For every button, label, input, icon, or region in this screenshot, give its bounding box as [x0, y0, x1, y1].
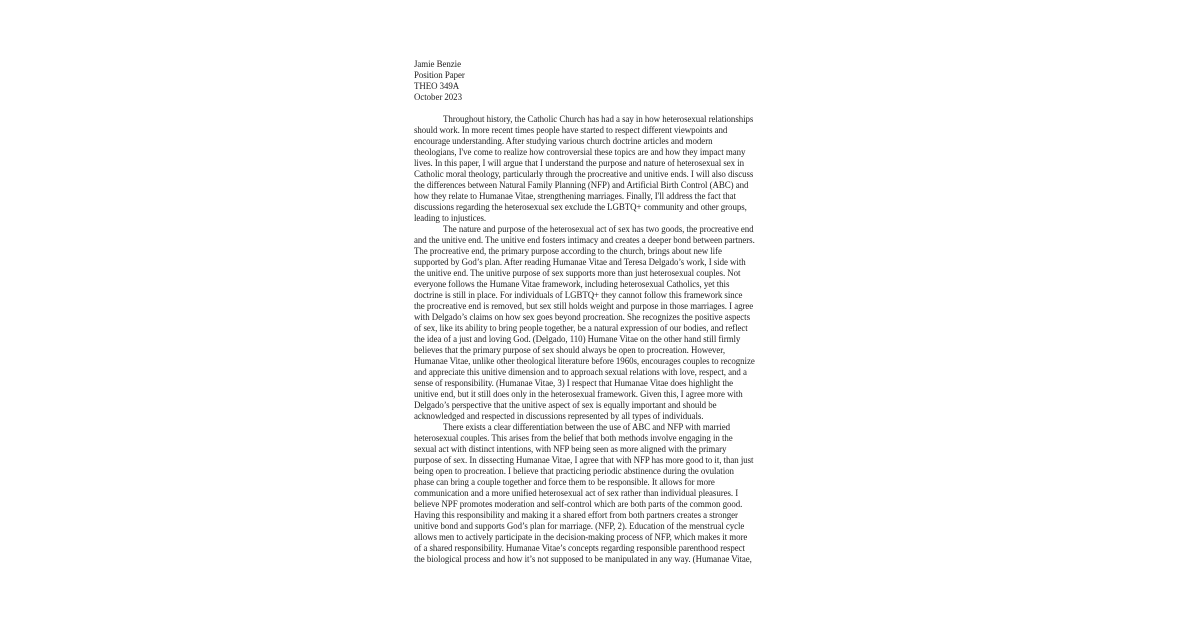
text-line: sense of responsibility. (Humanae Vitae, 3) I respect that Humanae Vitae does highlight the: [414, 378, 734, 388]
position-paper: [414, 59, 786, 565]
text-line: unitive bond and supports God’s plan for marriage. (NFP, 2). Education of the menstrual cycle: [414, 521, 745, 531]
text-line: sexual act with distinct intentions, with NFP being seen as more aligned with the primary: [414, 444, 727, 454]
paper-date: October 2023: [414, 92, 462, 102]
text-line: believes that the primary purpose of sex should always be open to procreation. However,: [414, 345, 726, 355]
text-line: lives. In this paper, I will argue that I understand the purpose and nature of heterosexual sex in: [414, 158, 745, 168]
text-line: the idea of a just and loving God. (Delgado, 110) Humane Vitae on the other hand still firmly: [414, 334, 741, 344]
text-line: supported by God’s plan. After reading Humanae Vitae and Teresa Delgado’s work, I side with: [414, 257, 746, 267]
text-line: with Delgado’s claims on how sex goes beyond procreation. She recognizes the positive aspects: [414, 312, 750, 322]
document-type: Position Paper: [414, 70, 465, 80]
text-line: everyone follows the Humane Vitae framework, including heterosexual Catholics, yet this: [414, 279, 730, 289]
text-line: being open to procreation. I believe that practicing periodic abstinence during the ovulation: [414, 466, 734, 476]
text-line: the differences between Natural Family Planning (NFP) and Artificial Birth Control (ABC) and: [414, 180, 749, 190]
text-line: the unitive end. The unitive purpose of sex supports more than just heterosexual couples. Not: [414, 268, 741, 278]
text-line: Having this responsibility and making it a shared effort from both partners creates a stronger: [414, 510, 738, 520]
paragraph: [414, 422, 786, 565]
paragraph: [414, 224, 786, 422]
text-line: unitive end, but it still does only in the heterosexual framework. Given this, I agree more with: [414, 389, 743, 399]
text-line: Delgado’s perspective that the unitive aspect of sex is equally important and should be: [414, 400, 717, 410]
text-line: of sex, like its ability to bring people together, be a natural expression of our bodies, and reflect: [414, 323, 748, 333]
paragraph: [414, 114, 786, 224]
text-line: allows men to actively participate in the decision-making process of NFP, which makes it more: [414, 532, 748, 542]
text-line: theologians, I've come to realize how controversial these topics are and how they impact many: [414, 147, 746, 157]
text-line: There exists a clear differentiation between the use of ABC and NFP with married: [443, 422, 731, 432]
text-line: doctrine is still in place. For individuals of LGBTQ+ they cannot follow this framework since: [414, 290, 743, 300]
text-line: and appreciate this unitive dimension and to approach sexual relations with love, respect, and a: [414, 367, 747, 377]
text-line: of a shared responsibility. Humanae Vitae’s concepts regarding responsible parenthood respect: [414, 543, 745, 553]
text-line: Humanae Vitae, unlike other theological literature before 1960s, encourages couples to recognize: [414, 356, 755, 366]
text-line: Throughout history, the Catholic Church has had a say in how heterosexual relationships: [443, 114, 754, 124]
text-line: heterosexual couples. This arises from the belief that both methods involve engaging in the: [414, 433, 733, 443]
text-line: The procreative end, the primary purpose according to the church, brings about new life: [414, 246, 722, 256]
text-line: Catholic moral theology, particularly through the procreative and unitive ends. I will also discuss: [414, 169, 754, 179]
paper-header: [414, 59, 786, 103]
author-name: Jamie Benzie: [414, 59, 461, 69]
course-code: THEO 349A: [414, 81, 460, 91]
text-line: how they relate to Humanae Vitae, strengthening marriages. Finally, I'll address the fact that: [414, 191, 736, 201]
text-line: communication and a more unified heterosexual act of sex rather than individual pleasures. I: [414, 488, 739, 498]
text-line: phase can bring a couple together and force them to be responsible. It allows for more: [414, 477, 715, 487]
text-line: The nature and purpose of the heterosexual act of sex has two goods, the procreative end: [443, 224, 754, 234]
text-line: encourage understanding. After studying various church doctrine articles and modern: [414, 136, 713, 146]
text-line: purpose of sex. In dissecting Humanae Vitae, I agree that with NFP has more good to it, than just: [414, 455, 754, 465]
text-line: the biological process and how it’s not supposed to be manipulated in any way. (Humanae Vitae,: [414, 554, 752, 564]
text-line: believe NPF promotes moderation and self-control which are both parts of the common good.: [414, 499, 743, 509]
text-line: acknowledged and respected in discussions represented by all types of individuals.: [414, 411, 704, 421]
text-line: the procreative end is removed, but sex still holds weight and purpose in those marriages. I agree: [414, 301, 754, 311]
paper-body: [414, 114, 786, 565]
text-line: should work. In more recent times people have started to respect different viewpoints and: [414, 125, 728, 135]
text-line: discussions regarding the heterosexual sex exclude the LGBTQ+ community and other groups,: [414, 202, 747, 212]
text-line: and the unitive end. The unitive end fosters intimacy and creates a deeper bond between partners.: [414, 235, 755, 245]
text-line: leading to injustices.: [414, 213, 487, 223]
